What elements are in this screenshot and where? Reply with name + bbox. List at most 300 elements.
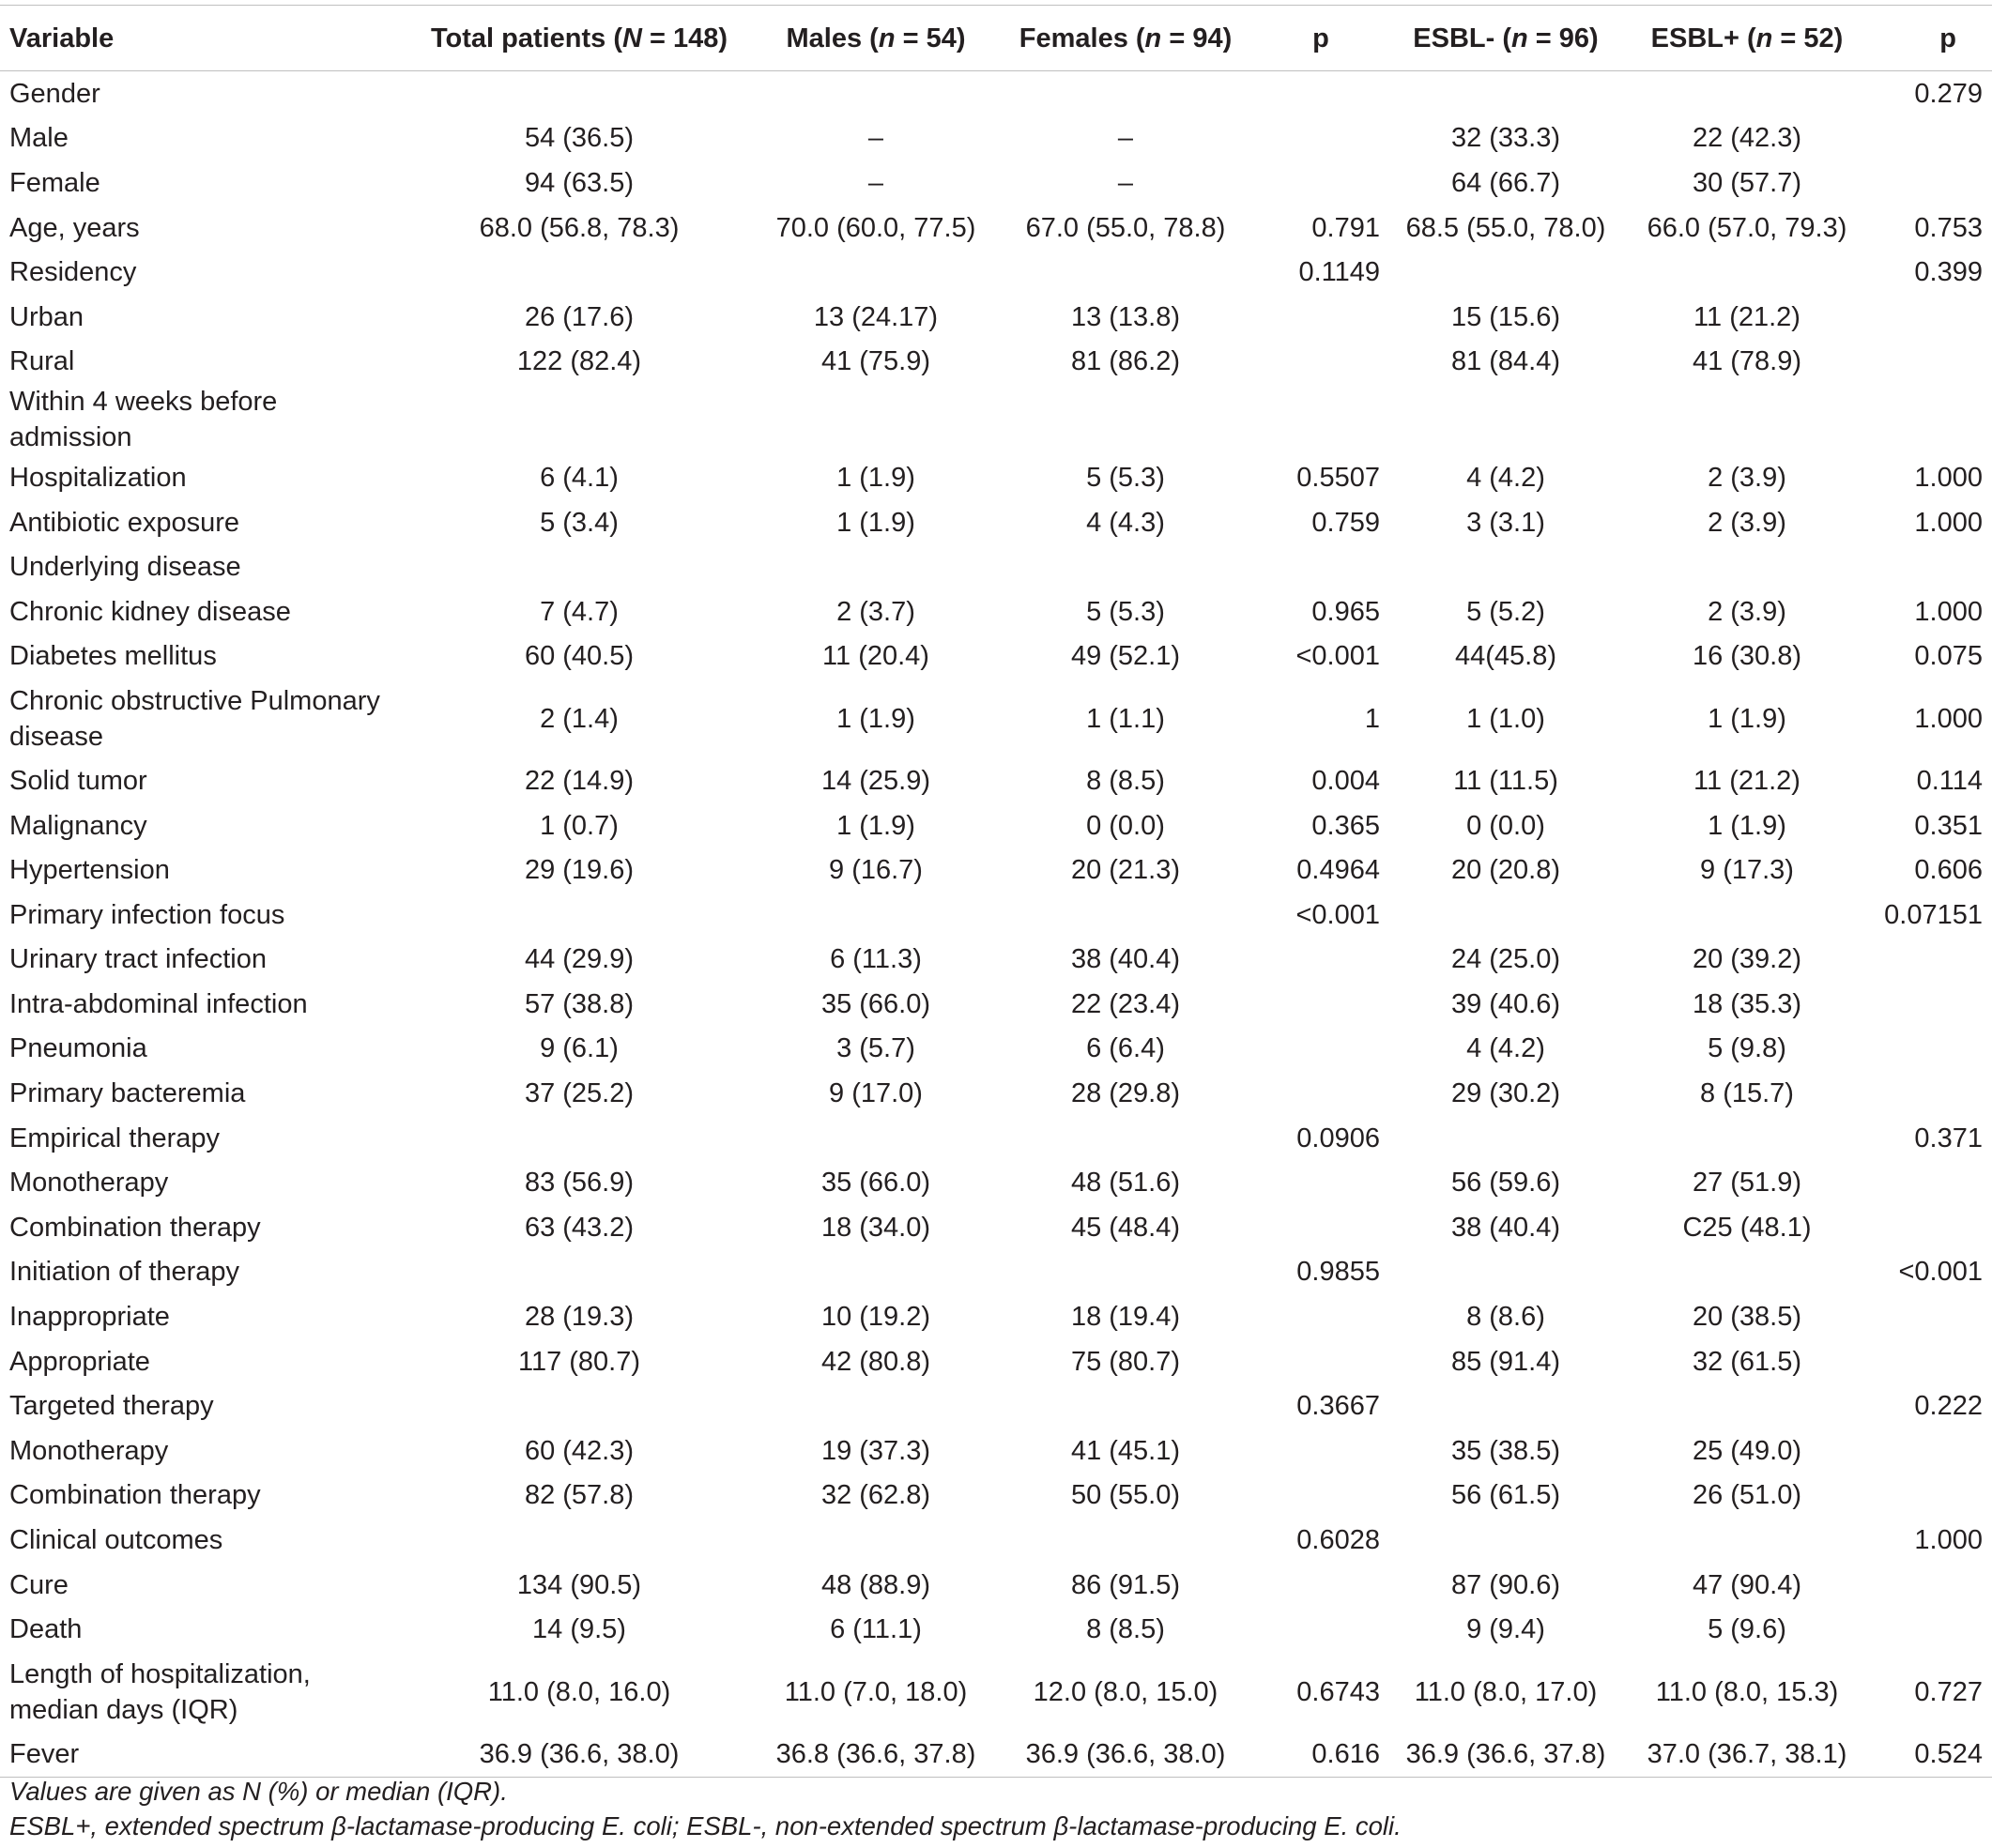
- cell-females: [999, 544, 1252, 589]
- table-footnotes: [9, 1774, 1402, 1843]
- cell-p-sex: 1: [1364, 703, 1380, 734]
- cell-females: [999, 71, 1252, 116]
- cell-total: 26 (17.6): [524, 301, 635, 332]
- cell-esbl-negative: 9 (9.4): [1466, 1614, 1545, 1645]
- cell-females: 45 (48.4): [1070, 1212, 1181, 1243]
- table-row: [0, 206, 1992, 251]
- row-label: Initiation of therapy: [9, 1257, 240, 1288]
- row-label: Combination therapy: [9, 1480, 261, 1511]
- cell-esbl-negative: [1389, 71, 1622, 116]
- cell-esbl-positive: [1622, 384, 1872, 455]
- cell-p-sex: [1252, 1071, 1389, 1116]
- cell-esbl-negative: 11 (11.5): [1453, 765, 1558, 796]
- cell-esbl-negative: [1389, 384, 1622, 455]
- row-label: Gender: [9, 78, 100, 109]
- cell-esbl-negative: [1389, 1518, 1622, 1563]
- cell-males: 11.0 (7.0, 18.0): [784, 1676, 968, 1707]
- cell-females: 8 (8.5): [1086, 765, 1165, 796]
- cell-esbl-positive: 26 (51.0): [1692, 1480, 1802, 1511]
- cell-esbl-positive: 37.0 (36.7, 38.1): [1622, 1732, 1872, 1777]
- cell-p-esbl: 1.000: [1914, 703, 1983, 734]
- cell-p-sex: [1252, 1428, 1389, 1474]
- row-label: Cure: [9, 1569, 69, 1600]
- header-variable: Variable: [0, 6, 406, 71]
- table-row: [0, 384, 1992, 455]
- cell-esbl-negative: 85 (91.4): [1450, 1346, 1561, 1377]
- cell-total: [406, 893, 753, 938]
- cell-p-sex: 0.9855: [1296, 1257, 1380, 1288]
- cell-females: 1 (1.1): [1086, 703, 1165, 734]
- cell-esbl-positive: 47 (90.4): [1692, 1569, 1802, 1600]
- cell-p-sex: [1252, 1205, 1389, 1250]
- table-row: [0, 1250, 1992, 1295]
- table-row: [0, 893, 1992, 938]
- cell-males: 2 (3.7): [836, 596, 915, 627]
- cell-p-esbl: [1872, 1607, 1992, 1652]
- cell-females: [999, 384, 1252, 455]
- cell-total: 1 (0.7): [540, 810, 619, 841]
- cell-p-sex: [1252, 1160, 1389, 1205]
- cell-p-sex: [1252, 1607, 1389, 1652]
- table-row: [0, 500, 1992, 545]
- row-label: Primary bacteremia: [9, 1078, 246, 1109]
- cell-males: 1 (1.9): [836, 810, 915, 841]
- cell-p-sex: 0.791: [1311, 212, 1380, 243]
- row-label: Appropriate: [9, 1346, 150, 1377]
- cell-esbl-positive: 8 (15.7): [1700, 1078, 1794, 1109]
- cell-p-sex: [1252, 982, 1389, 1027]
- cell-p-esbl: [1872, 544, 1992, 589]
- cell-esbl-negative: 81 (84.4): [1450, 346, 1561, 377]
- cell-p-esbl: [1872, 1160, 1992, 1205]
- cell-total: [406, 1250, 753, 1295]
- cell-males: 10 (19.2): [820, 1302, 931, 1333]
- row-label: Age, years: [9, 212, 140, 243]
- cell-females: 5 (5.3): [1086, 462, 1165, 493]
- cell-p-esbl: [1872, 1027, 1992, 1072]
- cell-males: [753, 384, 999, 455]
- table-row: [0, 634, 1992, 680]
- table-row: [0, 455, 1992, 500]
- row-label: Rural: [9, 346, 75, 377]
- cell-males: 48 (88.9): [820, 1569, 931, 1600]
- cell-esbl-positive: 5 (9.6): [1708, 1614, 1786, 1645]
- table-body: [0, 71, 1992, 1778]
- cell-esbl-negative: 87 (90.6): [1450, 1569, 1561, 1600]
- cell-total: [406, 71, 753, 116]
- cell-total: 117 (80.7): [517, 1346, 641, 1377]
- cell-esbl-positive: 11 (21.2): [1693, 301, 1800, 332]
- cell-p-sex: 0.6743: [1296, 1676, 1380, 1707]
- cell-esbl-positive: 30 (57.7): [1692, 167, 1802, 198]
- table-row: [0, 544, 1992, 589]
- cell-esbl-positive: C25 (48.1): [1682, 1212, 1812, 1243]
- row-label: Empirical therapy: [9, 1123, 221, 1153]
- cell-p-esbl: 0.727: [1914, 1676, 1983, 1707]
- cell-p-esbl: 0.753: [1914, 212, 1983, 243]
- cell-esbl-negative: 68.5 (55.0, 78.0): [1405, 212, 1606, 243]
- cell-total: 134 (90.5): [516, 1569, 642, 1600]
- cell-males: 41 (75.9): [820, 346, 931, 377]
- cell-esbl-negative: 36.9 (36.6, 37.8): [1389, 1732, 1622, 1777]
- table-row: [0, 982, 1992, 1027]
- cell-esbl-positive: 5 (9.8): [1708, 1033, 1786, 1064]
- cell-esbl-positive: [1622, 1518, 1872, 1563]
- footnote-abbreviations: ESBL+, extended spectrum β-lactamase-producing E. coli; ESBL-, non-extended spectrum β-lactamase-producing E. coli.: [9, 1811, 1402, 1840]
- header-total-patients: Total patients (N = 148): [406, 6, 753, 71]
- table-row: [0, 803, 1992, 848]
- cell-esbl-negative: 3 (3.1): [1466, 507, 1545, 538]
- cell-total: 14 (9.5): [532, 1614, 626, 1645]
- cell-total: 36.9 (36.6, 38.0): [406, 1732, 753, 1777]
- cell-p-esbl: [1872, 116, 1992, 161]
- cell-esbl-positive: [1622, 71, 1872, 116]
- row-label: Monotherapy: [9, 1435, 169, 1466]
- cell-p-sex: <0.001: [1295, 899, 1380, 930]
- cell-esbl-positive: 20 (38.5): [1692, 1302, 1802, 1333]
- cell-esbl-negative: 0 (0.0): [1466, 810, 1545, 841]
- cell-males: –: [867, 123, 884, 154]
- cell-p-sex: 0.759: [1311, 507, 1380, 538]
- cell-p-sex: [1252, 544, 1389, 589]
- row-label: Urinary tract infection: [9, 944, 267, 975]
- cell-total: 37 (25.2): [524, 1078, 635, 1109]
- cell-total: 57 (38.8): [524, 988, 635, 1019]
- cell-p-sex: 0.004: [1311, 765, 1380, 796]
- cell-males: [753, 893, 999, 938]
- cell-esbl-positive: 18 (35.3): [1692, 988, 1802, 1019]
- cell-males: 19 (37.3): [820, 1435, 931, 1466]
- cell-p-sex: 0.5507: [1296, 462, 1380, 493]
- table-row: [0, 1474, 1992, 1519]
- cell-females: –: [1117, 167, 1134, 198]
- cell-p-sex: [1252, 1027, 1389, 1072]
- cell-esbl-positive: 9 (17.3): [1700, 855, 1794, 886]
- cell-males: 14 (25.9): [820, 765, 931, 796]
- cell-females: 13 (13.8): [1070, 301, 1181, 332]
- cell-p-esbl: [1872, 1474, 1992, 1519]
- cell-esbl-positive: 22 (42.3): [1692, 123, 1802, 154]
- cell-esbl-positive: 11.0 (8.0, 15.3): [1655, 1676, 1839, 1707]
- cell-esbl-negative: 15 (15.6): [1450, 301, 1561, 332]
- cell-females: 20 (21.3): [1070, 855, 1181, 886]
- cell-p-esbl: [1872, 295, 1992, 340]
- row-label: Clinical outcomes: [9, 1525, 223, 1556]
- cell-males: 36.8 (36.6, 37.8): [753, 1732, 999, 1777]
- cell-females: 6 (6.4): [1086, 1033, 1165, 1064]
- cell-total: 68.0 (56.8, 78.3): [479, 212, 680, 243]
- cell-p-esbl: 0.222: [1914, 1391, 1983, 1422]
- cell-females: 4 (4.3): [1086, 507, 1165, 538]
- cell-esbl-positive: 16 (30.8): [1692, 641, 1802, 672]
- cell-total: [406, 1383, 753, 1428]
- cell-total: 82 (57.8): [524, 1480, 635, 1511]
- cell-esbl-negative: [1389, 893, 1622, 938]
- cell-total: 22 (14.9): [524, 765, 635, 796]
- table-row: [0, 1027, 1992, 1072]
- cell-total: 2 (1.4): [540, 703, 619, 734]
- header-p-esbl: p: [1872, 6, 1992, 71]
- cell-p-esbl: 0.114: [1916, 765, 1983, 796]
- cell-males: [753, 1518, 999, 1563]
- cell-males: 6 (11.3): [830, 944, 922, 975]
- row-label: Antibiotic exposure: [9, 507, 240, 538]
- cell-p-esbl: 0.524: [1872, 1732, 1992, 1777]
- cell-p-esbl: 0.371: [1914, 1123, 1983, 1153]
- row-label: Inappropriate: [9, 1302, 170, 1333]
- cell-esbl-negative: 5 (5.2): [1466, 596, 1545, 627]
- table-row: [0, 1652, 1992, 1732]
- table-row: [0, 160, 1992, 206]
- cell-esbl-negative: 35 (38.5): [1450, 1435, 1561, 1466]
- cell-females: 12.0 (8.0, 15.0): [1033, 1676, 1218, 1707]
- cell-p-sex: 0.6028: [1296, 1525, 1380, 1556]
- table-row: [0, 1071, 1992, 1116]
- cell-p-sex: 0.365: [1311, 810, 1380, 841]
- cell-esbl-positive: 1 (1.9): [1708, 810, 1786, 841]
- cell-total: 44 (29.9): [524, 944, 635, 975]
- cell-total: 94 (63.5): [524, 167, 635, 198]
- cell-p-esbl: 1.000: [1914, 507, 1983, 538]
- table-row: [0, 1116, 1992, 1161]
- cell-esbl-negative: [1389, 250, 1622, 295]
- table-row: [0, 1563, 1992, 1608]
- cell-males: 18 (34.0): [820, 1212, 931, 1243]
- cell-total: 5 (3.4): [540, 507, 619, 538]
- table-header-row: [0, 6, 1992, 71]
- cell-males: [753, 71, 999, 116]
- cell-females: 8 (8.5): [1086, 1614, 1165, 1645]
- row-label: Malignancy: [9, 810, 147, 841]
- cell-p-esbl: 1.000: [1914, 1525, 1983, 1556]
- cell-esbl-positive: 20 (39.2): [1692, 944, 1802, 975]
- row-label: Chronic kidney disease: [9, 596, 291, 627]
- cell-males: 70.0 (60.0, 77.5): [775, 212, 976, 243]
- cell-total: 83 (56.9): [524, 1168, 635, 1199]
- cell-esbl-negative: 38 (40.4): [1450, 1212, 1561, 1243]
- cell-esbl-positive: 1 (1.9): [1708, 703, 1786, 734]
- table-row: [0, 1383, 1992, 1428]
- cell-females: 67.0 (55.0, 78.8): [1025, 212, 1226, 243]
- cell-females: 5 (5.3): [1086, 596, 1165, 627]
- cell-males: [753, 544, 999, 589]
- table-row: [0, 1339, 1992, 1384]
- table-row: [0, 848, 1992, 893]
- cell-esbl-negative: 44(45.8): [1454, 641, 1556, 672]
- row-label: Female: [9, 167, 100, 198]
- cell-esbl-positive: 32 (61.5): [1692, 1346, 1802, 1377]
- cell-p-sex: [1252, 1294, 1389, 1339]
- row-label: Male: [9, 123, 69, 154]
- cell-p-sex: [1252, 160, 1389, 206]
- row-label: Solid tumor: [9, 765, 147, 796]
- cell-p-sex: [1252, 71, 1389, 116]
- cell-esbl-positive: [1622, 893, 1872, 938]
- cell-p-sex: [1252, 1563, 1389, 1608]
- cell-p-esbl: [1872, 982, 1992, 1027]
- cell-females: [999, 1116, 1252, 1161]
- cell-females: 86 (91.5): [1070, 1569, 1181, 1600]
- header-esbl-positive: ESBL+ (n = 52): [1622, 6, 1872, 71]
- cell-females: 38 (40.4): [1070, 944, 1181, 975]
- cell-p-sex: [1252, 295, 1389, 340]
- row-label: Fever: [0, 1732, 406, 1777]
- cell-total: 9 (6.1): [540, 1033, 619, 1064]
- cell-total: 6 (4.1): [540, 462, 619, 493]
- cell-p-esbl: 0.075: [1914, 641, 1983, 672]
- cell-males: 35 (66.0): [820, 988, 931, 1019]
- cell-males: 11 (20.4): [822, 641, 929, 672]
- cell-esbl-negative: [1389, 1250, 1622, 1295]
- cell-total: 60 (40.5): [524, 641, 635, 672]
- cell-p-esbl: [1872, 1071, 1992, 1116]
- table-row: [0, 116, 1992, 161]
- cell-males: 3 (5.7): [836, 1033, 915, 1064]
- table-row: [0, 1294, 1992, 1339]
- row-label: Primary infection focus: [9, 899, 285, 930]
- cell-esbl-negative: 4 (4.2): [1466, 1033, 1545, 1064]
- cell-total: 29 (19.6): [524, 855, 635, 886]
- cell-p-esbl: [1872, 1294, 1992, 1339]
- cell-p-sex: 0.4964: [1296, 855, 1380, 886]
- cell-p-sex: 0.1149: [1298, 257, 1380, 288]
- table-row: [0, 71, 1992, 116]
- cell-esbl-negative: [1389, 1116, 1622, 1161]
- table-row: [0, 679, 1992, 758]
- cell-p-sex: [1252, 938, 1389, 983]
- cell-males: [753, 1250, 999, 1295]
- cell-esbl-negative: [1389, 544, 1622, 589]
- table-row: [0, 1428, 1992, 1474]
- cell-p-esbl: [1872, 160, 1992, 206]
- table-row: [0, 340, 1992, 385]
- cell-esbl-positive: [1622, 1250, 1872, 1295]
- cell-esbl-positive: [1622, 1383, 1872, 1428]
- table-row: [0, 1732, 1992, 1777]
- cell-esbl-positive: 2 (3.9): [1708, 596, 1786, 627]
- table-row: [0, 1205, 1992, 1250]
- cell-esbl-positive: 2 (3.9): [1708, 462, 1786, 493]
- cell-females: [999, 250, 1252, 295]
- cell-p-esbl: 0.606: [1914, 855, 1983, 886]
- row-label: Hospitalization: [9, 462, 187, 493]
- table-row: [0, 250, 1992, 295]
- row-label: Hypertension: [9, 855, 170, 886]
- cell-esbl-positive: [1622, 250, 1872, 295]
- header-p-sex: p: [1252, 6, 1389, 71]
- cell-p-esbl: 0.399: [1914, 257, 1983, 288]
- cell-females: 41 (45.1): [1070, 1435, 1181, 1466]
- cell-p-sex: 0.965: [1311, 596, 1380, 627]
- cell-females: [999, 893, 1252, 938]
- cell-esbl-positive: [1622, 1116, 1872, 1161]
- cell-males: [753, 1383, 999, 1428]
- cell-total: 54 (36.5): [524, 123, 635, 154]
- cell-males: 1 (1.9): [836, 462, 915, 493]
- cell-males: 1 (1.9): [836, 507, 915, 538]
- cell-esbl-negative: 4 (4.2): [1466, 462, 1545, 493]
- cell-total: 11.0 (8.0, 16.0): [487, 1676, 671, 1707]
- cell-total: 7 (4.7): [540, 596, 619, 627]
- row-label: Pneumonia: [9, 1033, 147, 1064]
- cell-p-sex: 0.0906: [1296, 1123, 1380, 1153]
- cell-p-sex: <0.001: [1295, 641, 1380, 672]
- cell-esbl-negative: 29 (30.2): [1450, 1078, 1561, 1109]
- row-label: Length of hospitalization, median days (IQR): [9, 1658, 311, 1725]
- cell-esbl-positive: 41 (78.9): [1692, 346, 1802, 377]
- cell-males: 32 (62.8): [820, 1480, 931, 1511]
- cell-esbl-negative: 56 (61.5): [1450, 1480, 1561, 1511]
- table-row: [0, 589, 1992, 634]
- row-label: Underlying disease: [9, 552, 241, 583]
- row-label: Residency: [9, 257, 137, 288]
- table-row: [0, 758, 1992, 803]
- cell-esbl-positive: 25 (49.0): [1692, 1435, 1802, 1466]
- cell-females: 75 (80.7): [1070, 1346, 1181, 1377]
- cell-p-esbl: [1872, 1563, 1992, 1608]
- cell-p-esbl: [1872, 1339, 1992, 1384]
- cell-total: 60 (42.3): [524, 1435, 635, 1466]
- cell-p-esbl: 0.351: [1914, 810, 1983, 841]
- row-label: Targeted therapy: [9, 1391, 214, 1422]
- cell-total: [406, 1518, 753, 1563]
- cell-total: 63 (43.2): [524, 1212, 635, 1243]
- cell-total: [406, 1116, 753, 1161]
- cell-females: 50 (55.0): [1070, 1480, 1181, 1511]
- cell-p-sex: [1252, 384, 1389, 455]
- row-label: Diabetes mellitus: [9, 641, 217, 672]
- cell-females: [999, 1383, 1252, 1428]
- cell-esbl-positive: 66.0 (57.0, 79.3): [1647, 212, 1847, 243]
- row-label: Urban: [9, 301, 84, 332]
- cell-males: 9 (17.0): [829, 1078, 923, 1109]
- cell-males: [753, 250, 999, 295]
- footnote-values: Values are given as N (%) or median (IQR).: [9, 1777, 508, 1806]
- header-esbl-negative: ESBL- (n = 96): [1389, 6, 1622, 71]
- row-label: Intra-abdominal infection: [9, 988, 308, 1019]
- cell-p-esbl: [1872, 1205, 1992, 1250]
- cell-total: 28 (19.3): [524, 1302, 635, 1333]
- cell-p-esbl: [1872, 384, 1992, 455]
- cell-males: 1 (1.9): [836, 703, 915, 734]
- cell-total: [406, 544, 753, 589]
- cell-p-sex: 0.616: [1252, 1732, 1389, 1777]
- cell-esbl-negative: 20 (20.8): [1450, 855, 1561, 886]
- cell-esbl-negative: 32 (33.3): [1450, 123, 1561, 154]
- cell-p-esbl: 1.000: [1914, 596, 1983, 627]
- header-males: Males (n = 54): [753, 6, 999, 71]
- cell-males: 35 (66.0): [820, 1168, 931, 1199]
- cell-esbl-negative: [1389, 1383, 1622, 1428]
- cell-males: –: [867, 167, 884, 198]
- cell-p-esbl: [1872, 340, 1992, 385]
- row-label: Within 4 weeks before admission: [9, 387, 278, 453]
- cell-p-sex: 0.3667: [1296, 1391, 1380, 1422]
- cell-p-esbl: [1872, 1428, 1992, 1474]
- row-label: Chronic obstructive Pulmonary disease: [9, 685, 380, 752]
- cell-esbl-positive: 11 (21.2): [1693, 765, 1800, 796]
- cell-p-esbl: [1872, 938, 1992, 983]
- row-label: Death: [9, 1614, 83, 1645]
- cell-females: –: [1117, 123, 1134, 154]
- cell-males: 9 (16.7): [829, 855, 923, 886]
- cell-females: [999, 1518, 1252, 1563]
- cell-females: 48 (51.6): [1070, 1168, 1181, 1199]
- cell-females: 22 (23.4): [1070, 988, 1181, 1019]
- cell-males: [753, 1116, 999, 1161]
- cell-p-sex: [1252, 1339, 1389, 1384]
- table-row: [0, 295, 1992, 340]
